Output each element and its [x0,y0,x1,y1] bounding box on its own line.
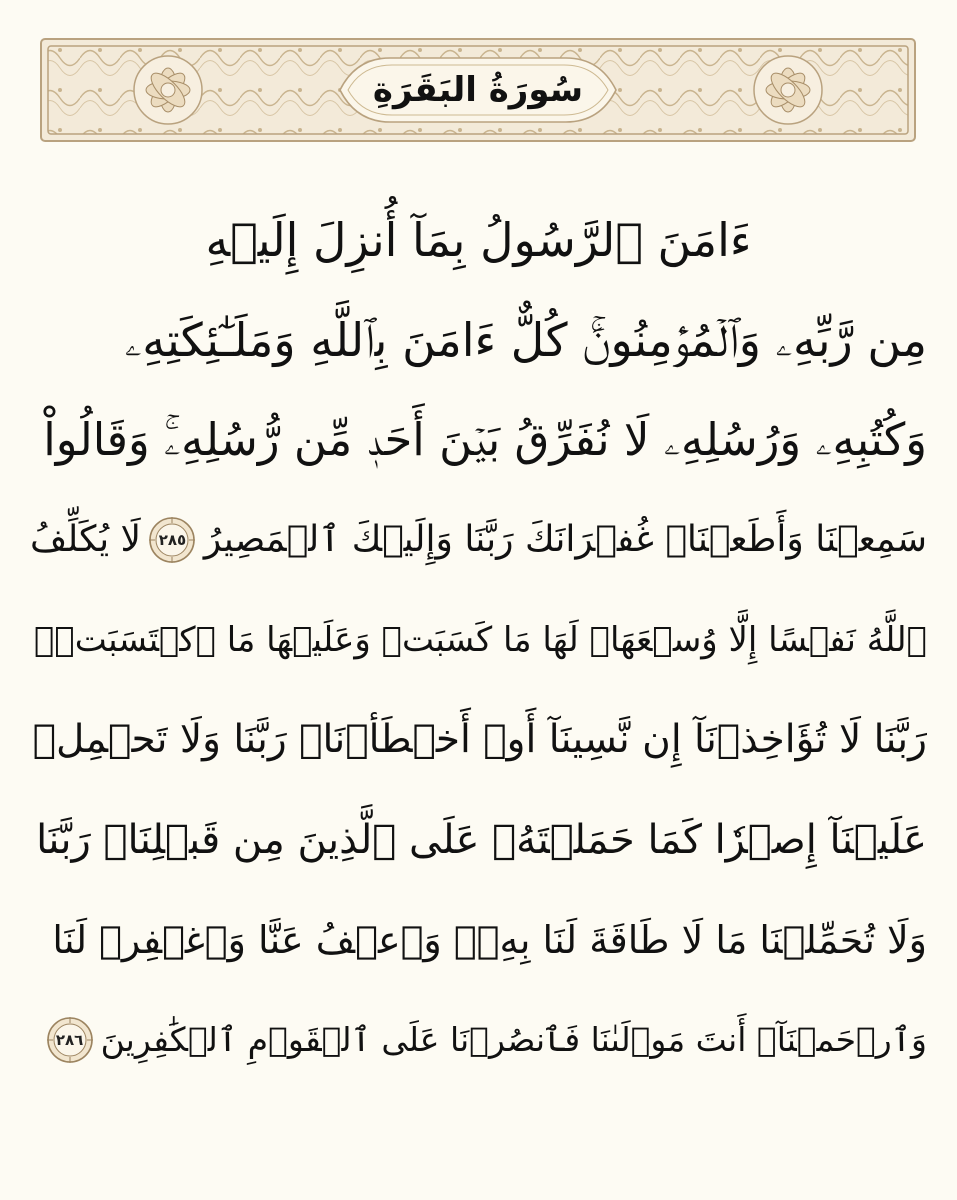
verse-text: سَمِعۡنَا وَأَطَعۡنَاۖ غُفۡرَانَكَ رَبَّنَا وَإِلَيۡكَ ٱلۡمَصِيرُ [203,519,927,560]
verse-line-6 [30,690,927,790]
verse-line-2 [30,290,927,390]
verse-text: وَكُتُبِهِۦ وَرُسُلِهِۦ لَا نُفَرِّقُ بَيۡنَ أَحَدٖ مِّن رُّسُلِهِۦۚ وَقَالُواْ [43,413,927,466]
ayah-number-marker [147,515,197,565]
verse-text: عَلَيۡنَآ إِصۡرٗا كَمَا حَمَلۡتَهُۥ عَلَى ٱلَّذِينَ مِن قَبۡلِنَاۚ رَبَّنَا [36,817,927,863]
verse-line-8 [30,890,927,990]
verse-text: لَا يُكَلِّفُ [30,519,142,560]
verses-block [30,190,927,1170]
verse-line-5 [30,590,927,690]
surah-title: سُورَةُ البَقَرَةِ [372,70,584,110]
verse-line-1 [30,190,927,290]
verse-text: ءَامَنَ ٱلرَّسُولُ بِمَآ أُنزِلَ إِلَيۡهِ [205,213,752,267]
surah-header-frame [40,38,916,142]
verse-line-9 [30,990,927,1090]
ayah-number: ٢٨٦ [55,1030,84,1049]
ayah-number: ٢٨٥ [158,530,187,549]
verse-line-7 [30,790,927,890]
verse-line-4 [30,490,927,590]
ayah-number-marker [45,1015,95,1065]
verse-text: مِن رَّبِّهِۦ وَٱلۡمُؤۡمِنُونَۚ كُلٌّ ءَامَنَ بِٱللَّهِ وَمَلَـٰٓئِكَتِهِۦ [124,313,927,367]
verse-text: ٱللَّهُ نَفۡسًا إِلَّا وُسۡعَهَاۚ لَهَا مَا كَسَبَتۡ وَعَلَيۡهَا مَا ٱكۡتَسَبَتۡۗ [33,620,927,660]
verse-text: رَبَّنَا لَا تُؤَاخِذۡنَآ إِن نَّسِينَآ أَوۡ أَخۡطَأۡنَاۚ رَبَّنَا وَلَا تَحۡمِلۡ [32,717,927,762]
verse-line-3 [30,390,927,490]
verse-text: وَٱرۡحَمۡنَآۚ أَنتَ مَوۡلَىٰنَا فَٱنصُرۡنَا عَلَى ٱلۡقَوۡمِ ٱلۡكَٰفِرِينَ [100,1020,927,1059]
verse-text: وَلَا تُحَمِّلۡنَا مَا لَا طَاقَةَ لَنَا بِهِۦۖ وَٱعۡفُ عَنَّا وَٱغۡفِرۡ لَنَا [52,918,927,962]
